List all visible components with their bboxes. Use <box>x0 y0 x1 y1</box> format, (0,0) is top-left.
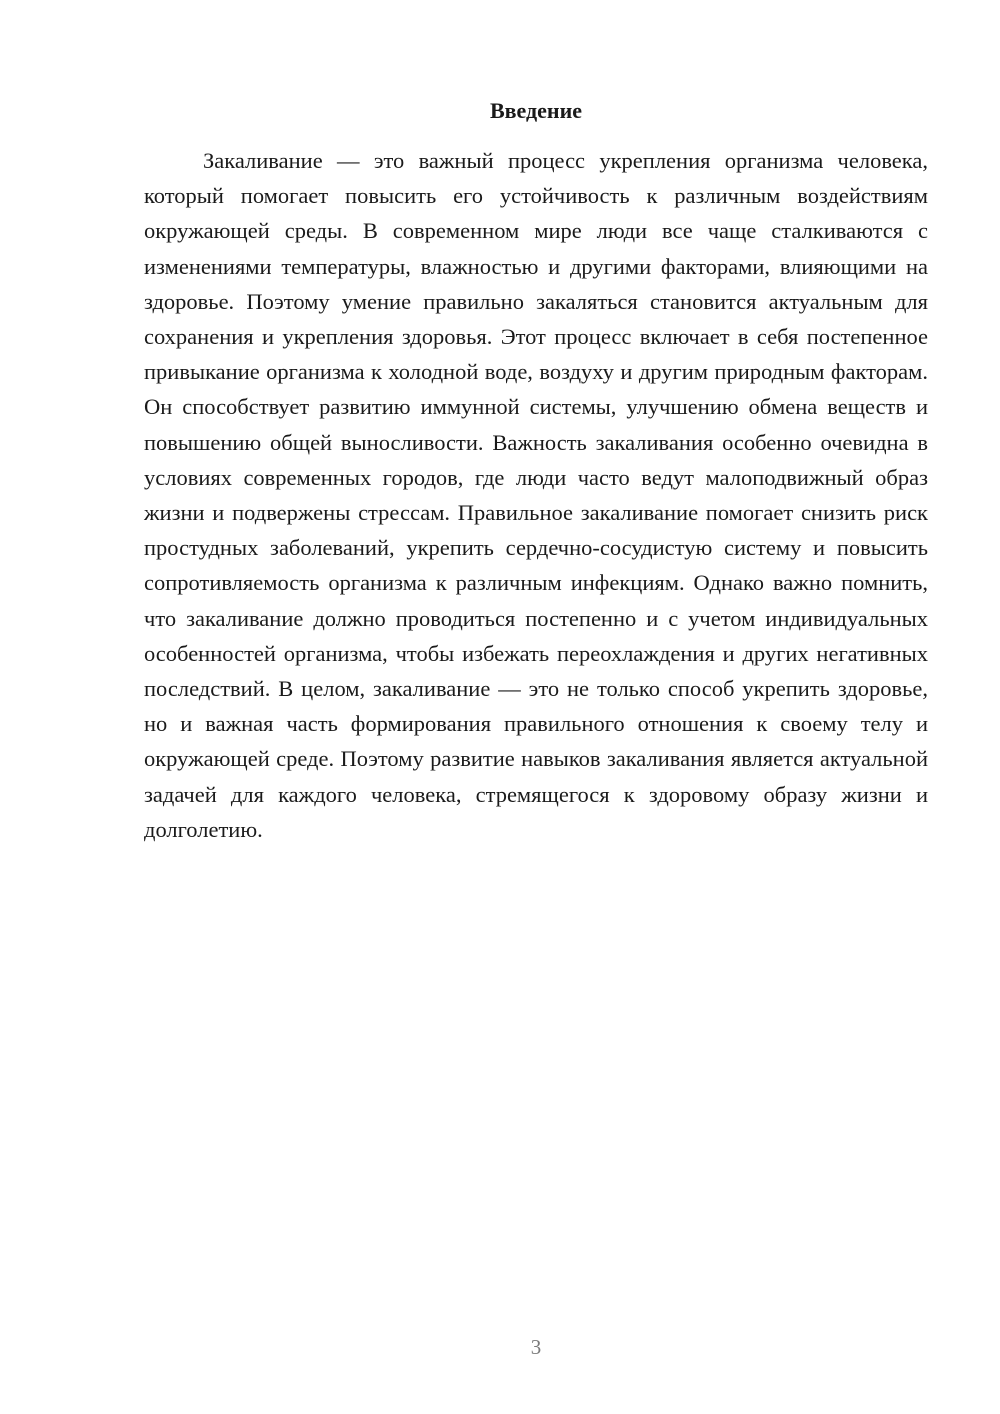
section-title: Введение <box>489 98 583 123</box>
body-paragraph: Закаливание — это важный процесс укрепления организма человека, который помогает повысить его устойчивость к различным воздействиям окружающей среды. В современном мире люди все чаще сталкиваются с изменениями температуры, влажностью и другими факторами, влияющими на здоровье. Поэтому умение правильно закаляться становится актуальным для сохранения и укрепления здоровья. Этот процесс включает в себя постепенное привыкание организма к холодной воде, воздуху и другим природным факторам. Он способствует развитию иммунной системы, улучшению обмена веществ и повышению общей выносливости. Важность закаливания особенно очевидна в условиях современных городов, где люди часто ведут малоподвижный образ жизни и подвержены стрессам. Правильное закаливание помогает снизить риск простудных заболеваний, укрепить сердечно-сосудистую систему и повысить сопротивляемость организма к различным инфекциям. Однако важно помнить, что закаливание должно проводиться постепенно и с учетом индивидуальных особенностей организма, чтобы избежать переохлаждения и других негативных последствий. В целом, закаливание — это не только способ укрепить здоровье, но и важная часть формирования правильного отношения к своему телу и окружающей среде. Поэтому развитие навыков закаливания является актуальной задачей для каждого человека, стремящегося к здоровому образу жизни и долголетию. <box>144 148 928 842</box>
page-number: 3 <box>530 1335 542 1359</box>
